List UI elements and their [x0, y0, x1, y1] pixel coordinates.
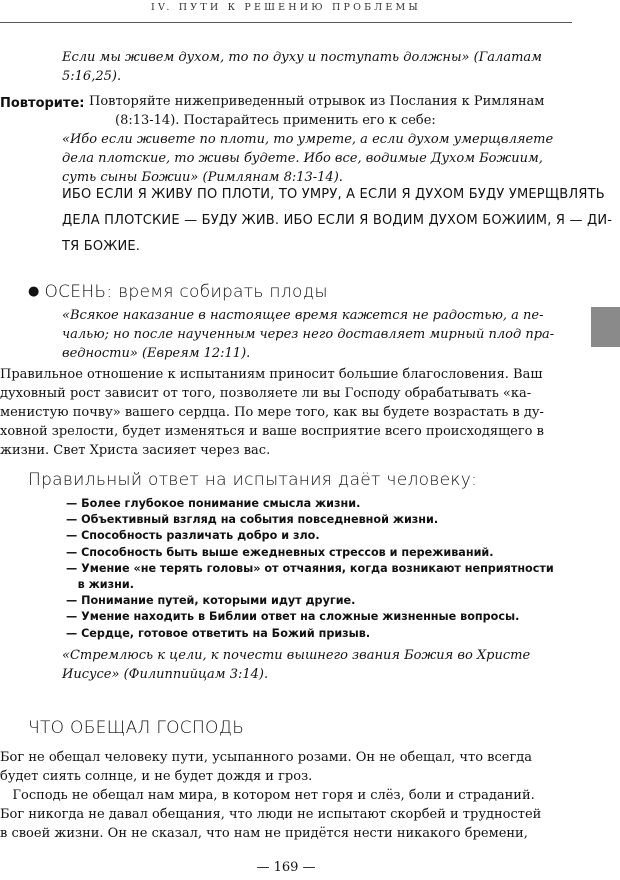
list-item: — Способность различать добро и зло. — [66, 529, 320, 543]
quote-line: «Ибо если живете по плоти, то умрете, а если духом умерщвляете — [62, 132, 554, 147]
paragraph-line: жизни. Свет Христа засияет через вас. — [0, 443, 271, 458]
quote-hebrews — [62, 306, 574, 363]
paragraph-line: менистую почву» вашего сердца. По мере того, как вы будете возрастать в ду- — [0, 405, 544, 420]
section-heading-promise: ЧТО ОБЕЩАЛ ГОСПОДЬ — [28, 718, 245, 738]
section-heading-answer: Правильный ответ на испытания даёт человеку: — [28, 470, 478, 490]
paragraph-line: Бог не обещал человеку пути, усыпанного розами. Он не обещал, что всегда — [0, 750, 533, 765]
page-number: — 169 — — [256, 860, 316, 875]
quote-line: суть сыны Божии» (Римлянам 8:13-14). — [62, 170, 343, 185]
quote-line: Иисусе» (Филиппийцам 3:14). — [62, 667, 269, 682]
list-item: — Способность быть выше ежедневных стрессов и переживаний. — [66, 545, 494, 559]
autumn-heading-row — [28, 282, 328, 302]
paragraph-line: будет сиять солнце, и не будет дождя и гроз. — [0, 769, 313, 784]
promise-heading-row — [28, 718, 244, 738]
paragraph-line: Правильное отношение к испытаниям приносит большие благословения. Ваш — [0, 367, 543, 382]
list-item: — Понимание путей, которыми идут другие. — [66, 594, 356, 608]
running-header: IV. ПУТИ К РЕШЕНИЮ ПРОБЛЕМЫ — [151, 2, 421, 13]
repeat-intro — [89, 92, 579, 130]
quote-galatians — [62, 48, 572, 86]
paragraph-line: ховной зрелости, будет изменяться и ваше восприятие всего происходящего в — [0, 424, 544, 439]
bullet-icon: ● — [28, 284, 40, 299]
repeat-intro-line: (8:13-14). Постарайтесь применить его к себе: — [115, 113, 436, 128]
quote-line: 5:16,25). — [62, 69, 122, 84]
benefits-list — [66, 496, 554, 642]
list-item: — Сердце, готовое ответить на Божий призыв. — [66, 626, 371, 640]
paragraph-line: в своей жизни. Он не сказал, что нам не придётся нести никакого бремени, — [0, 826, 528, 841]
repeat-intro-line: Повторяйте нижеприведенный отрывок из Послания к Римлянам — [89, 94, 545, 109]
header-rule — [0, 22, 572, 23]
quote-romans — [62, 130, 572, 187]
quote-line: ведности» (Евреям 12:11). — [62, 346, 251, 361]
list-item: — Более глубокое понимание смысла жизни. — [66, 497, 361, 510]
paragraph-line: Господь не обещал нам мира, в котором нет горя и слёз, боли и страданий. — [0, 788, 535, 803]
answer-heading-row — [28, 470, 477, 490]
paraphrase-line: ДЕЛА ПЛОТСКИЕ — БУДУ ЖИВ. ИБО ЕСЛИ Я ВОДИМ ДУХОМ БОЖИИМ, Я — ДИ- — [62, 213, 613, 228]
list-item: — Умение «не терять головы» от отчаяния, когда возникают неприятности — [66, 561, 554, 575]
repeat-label: Повторите: — [0, 96, 85, 111]
paragraph-line: духовный рост зависит от того, позволяете ли вы Господу обрабатывать «ка- — [0, 386, 532, 401]
list-item: — Объективный взгляд на события повседневной жизни. — [66, 513, 439, 527]
section-heading-autumn: ОСЕНЬ: время собирать плоды — [44, 282, 328, 302]
quote-line: чалью; но после наученным через него доставляет мирный плод пра- — [62, 327, 555, 342]
quote-line: дела плотские, то живы будете. Ибо все, водимые Духом Божиим, — [62, 151, 543, 166]
quote-line: «Стремлюсь к цели, к почести вышнего звания Божия во Христе — [62, 648, 531, 663]
quote-philippians — [62, 646, 572, 684]
paragraph-line: Бог никогда не давал обещания, что люди не испытают скорбей и трудностей — [0, 807, 542, 822]
quote-line: «Всякое наказание в настоящее время кажется не радостью, а пе- — [62, 308, 544, 323]
promise-paragraph — [0, 748, 575, 843]
chapter-tab-marker — [591, 307, 620, 347]
quote-line: Если мы живем духом, то по духу и поступать должны» (Галатам — [62, 50, 542, 65]
autumn-paragraph — [0, 365, 575, 460]
personal-paraphrase — [62, 182, 613, 260]
list-item: — Умение находить в Библии ответ на сложные жизненные вопросы. — [66, 610, 520, 624]
paraphrase-line: ТЯ БОЖИЕ. — [62, 239, 141, 254]
paraphrase-line: ИБО ЕСЛИ Я ЖИВУ ПО ПЛОТИ, ТО УМРУ, А ЕСЛИ Я ДУХОМ БУДУ УМЕРЩВЛЯТЬ — [62, 187, 605, 202]
list-item: в жизни. — [66, 578, 134, 592]
